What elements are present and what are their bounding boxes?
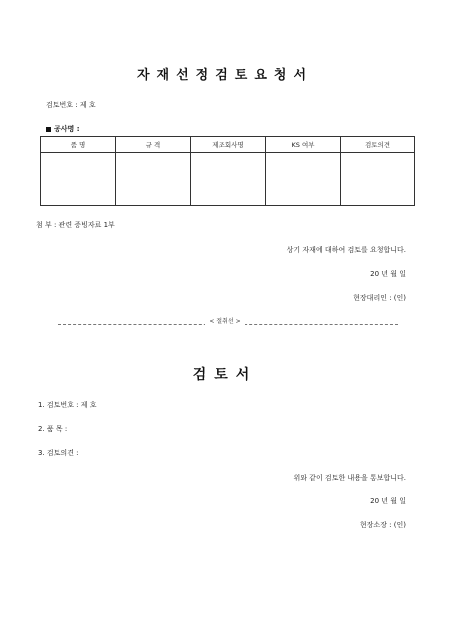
header-review-opinion: 검토의견 <box>341 137 415 153</box>
table-cell <box>341 153 415 206</box>
material-table <box>40 136 415 206</box>
cut-line-label <box>0 316 450 325</box>
review-notice: 위와 같이 검토한 내용을 통보합니다. <box>293 474 406 482</box>
header-spec: 규 격 <box>116 137 191 153</box>
request-date: 20 년 월 일 <box>370 270 406 278</box>
header-item-name: 품 명 <box>41 137 116 153</box>
header-ks-status: KS 여부 <box>266 137 341 153</box>
square-bullet-icon <box>46 127 51 132</box>
table-cell <box>191 153 266 206</box>
table-row <box>41 153 415 206</box>
table-cell <box>41 153 116 206</box>
review-item-product: 2. 품 목 : <box>38 425 68 433</box>
review-item-opinion: 3. 검토의견 : <box>38 449 79 457</box>
review-date: 20 년 월 일 <box>370 497 406 505</box>
request-signer: 현장대리인 : (인) <box>353 294 406 302</box>
table-cell <box>116 153 191 206</box>
request-title: 자재선정검토요청서 <box>136 68 314 83</box>
request-statement: 상기 자재에 대하여 검토를 요청합니다. <box>286 246 406 254</box>
attachment-line: 첨 부 : 관련 증빙자료 1부 <box>36 221 115 229</box>
header-manufacturer: 제조회사명 <box>191 137 266 153</box>
table-cell <box>266 153 341 206</box>
table-header-row <box>41 137 415 153</box>
review-signer: 현장소장 : (인) <box>359 521 406 529</box>
cut-line-text: < 절취선 > <box>205 318 244 325</box>
project-name-text: 공사명 : <box>54 125 80 133</box>
review-item-number: 1. 검토번호 : 제 호 <box>38 401 97 409</box>
review-number-field: 검토번호 : 제 호 <box>46 101 96 109</box>
review-title: 검토서 <box>192 367 258 383</box>
project-name-label <box>46 124 80 134</box>
